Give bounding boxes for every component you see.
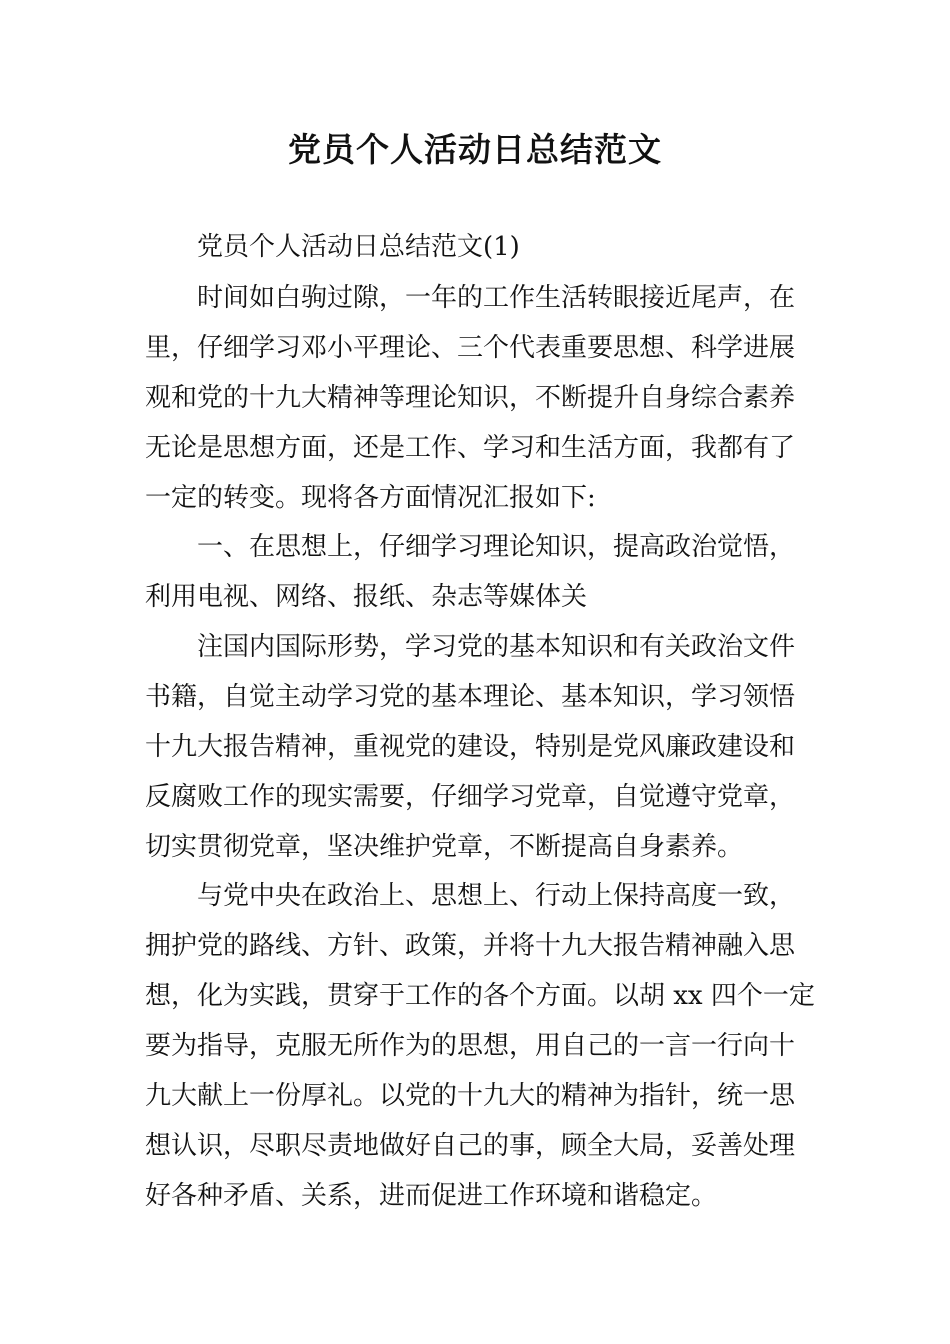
body-line: 想，化为实践，贯穿于工作的各个方面。以胡 xx 四个一定 xyxy=(145,981,815,1011)
body-line: 九大献上一份厚礼。以党的十九大的精神为指针，统一思 xyxy=(145,1081,796,1111)
body-line: 时间如白驹过隙，一年的工作生活转眼接近尾声，在 xyxy=(197,283,796,313)
body-line: 与党中央在政治上、思想上、行动上保持高度一致， xyxy=(197,881,796,911)
body-line: 注国内国际形势，学习党的基本知识和有关政治文件 xyxy=(197,632,796,662)
body-line: 十九大报告精神，重视党的建设，特别是党风廉政建设和 xyxy=(145,732,796,762)
body-line: 观和党的十九大精神等理论知识，不断提升自身综合素养 xyxy=(145,383,796,413)
body-line: 书籍，自觉主动学习党的基本理论、基本知识，学习领悟 xyxy=(145,682,796,712)
body-line: 无论是思想方面，还是工作、学习和生活方面，我都有了 xyxy=(145,433,796,463)
body-line: 好各种矛盾、关系，进而促进工作环境和谐稳定。 xyxy=(145,1181,718,1211)
body-line: 反腐败工作的现实需要，仔细学习党章，自觉遵守党章， xyxy=(145,782,796,812)
body-line: 一、在思想上，仔细学习理论知识，提高政治觉悟， xyxy=(197,532,796,562)
body-line: 切实贯彻党章，坚决维护党章，不断提高自身素养。 xyxy=(145,832,744,862)
body-line: 要为指导，克服无所作为的思想，用自己的一言一行向十 xyxy=(145,1031,796,1061)
body-line: 利用电视、网络、报纸、杂志等媒体关 xyxy=(145,582,588,612)
body-line: 拥护党的路线、方针、政策，并将十九大报告精神融入思 xyxy=(145,931,796,961)
body-line: 想认识，尽职尽责地做好自己的事，顾全大局，妥善处理 xyxy=(145,1131,796,1161)
body-line: 一定的转变。现将各方面情况汇报如下: xyxy=(145,483,596,513)
body-line: 里，仔细学习邓小平理论、三个代表重要思想、科学进展 xyxy=(145,333,796,363)
document-title: 党员个人活动日总结范文 xyxy=(288,130,662,169)
section-heading: 党员个人活动日总结范文(1) xyxy=(197,232,520,262)
